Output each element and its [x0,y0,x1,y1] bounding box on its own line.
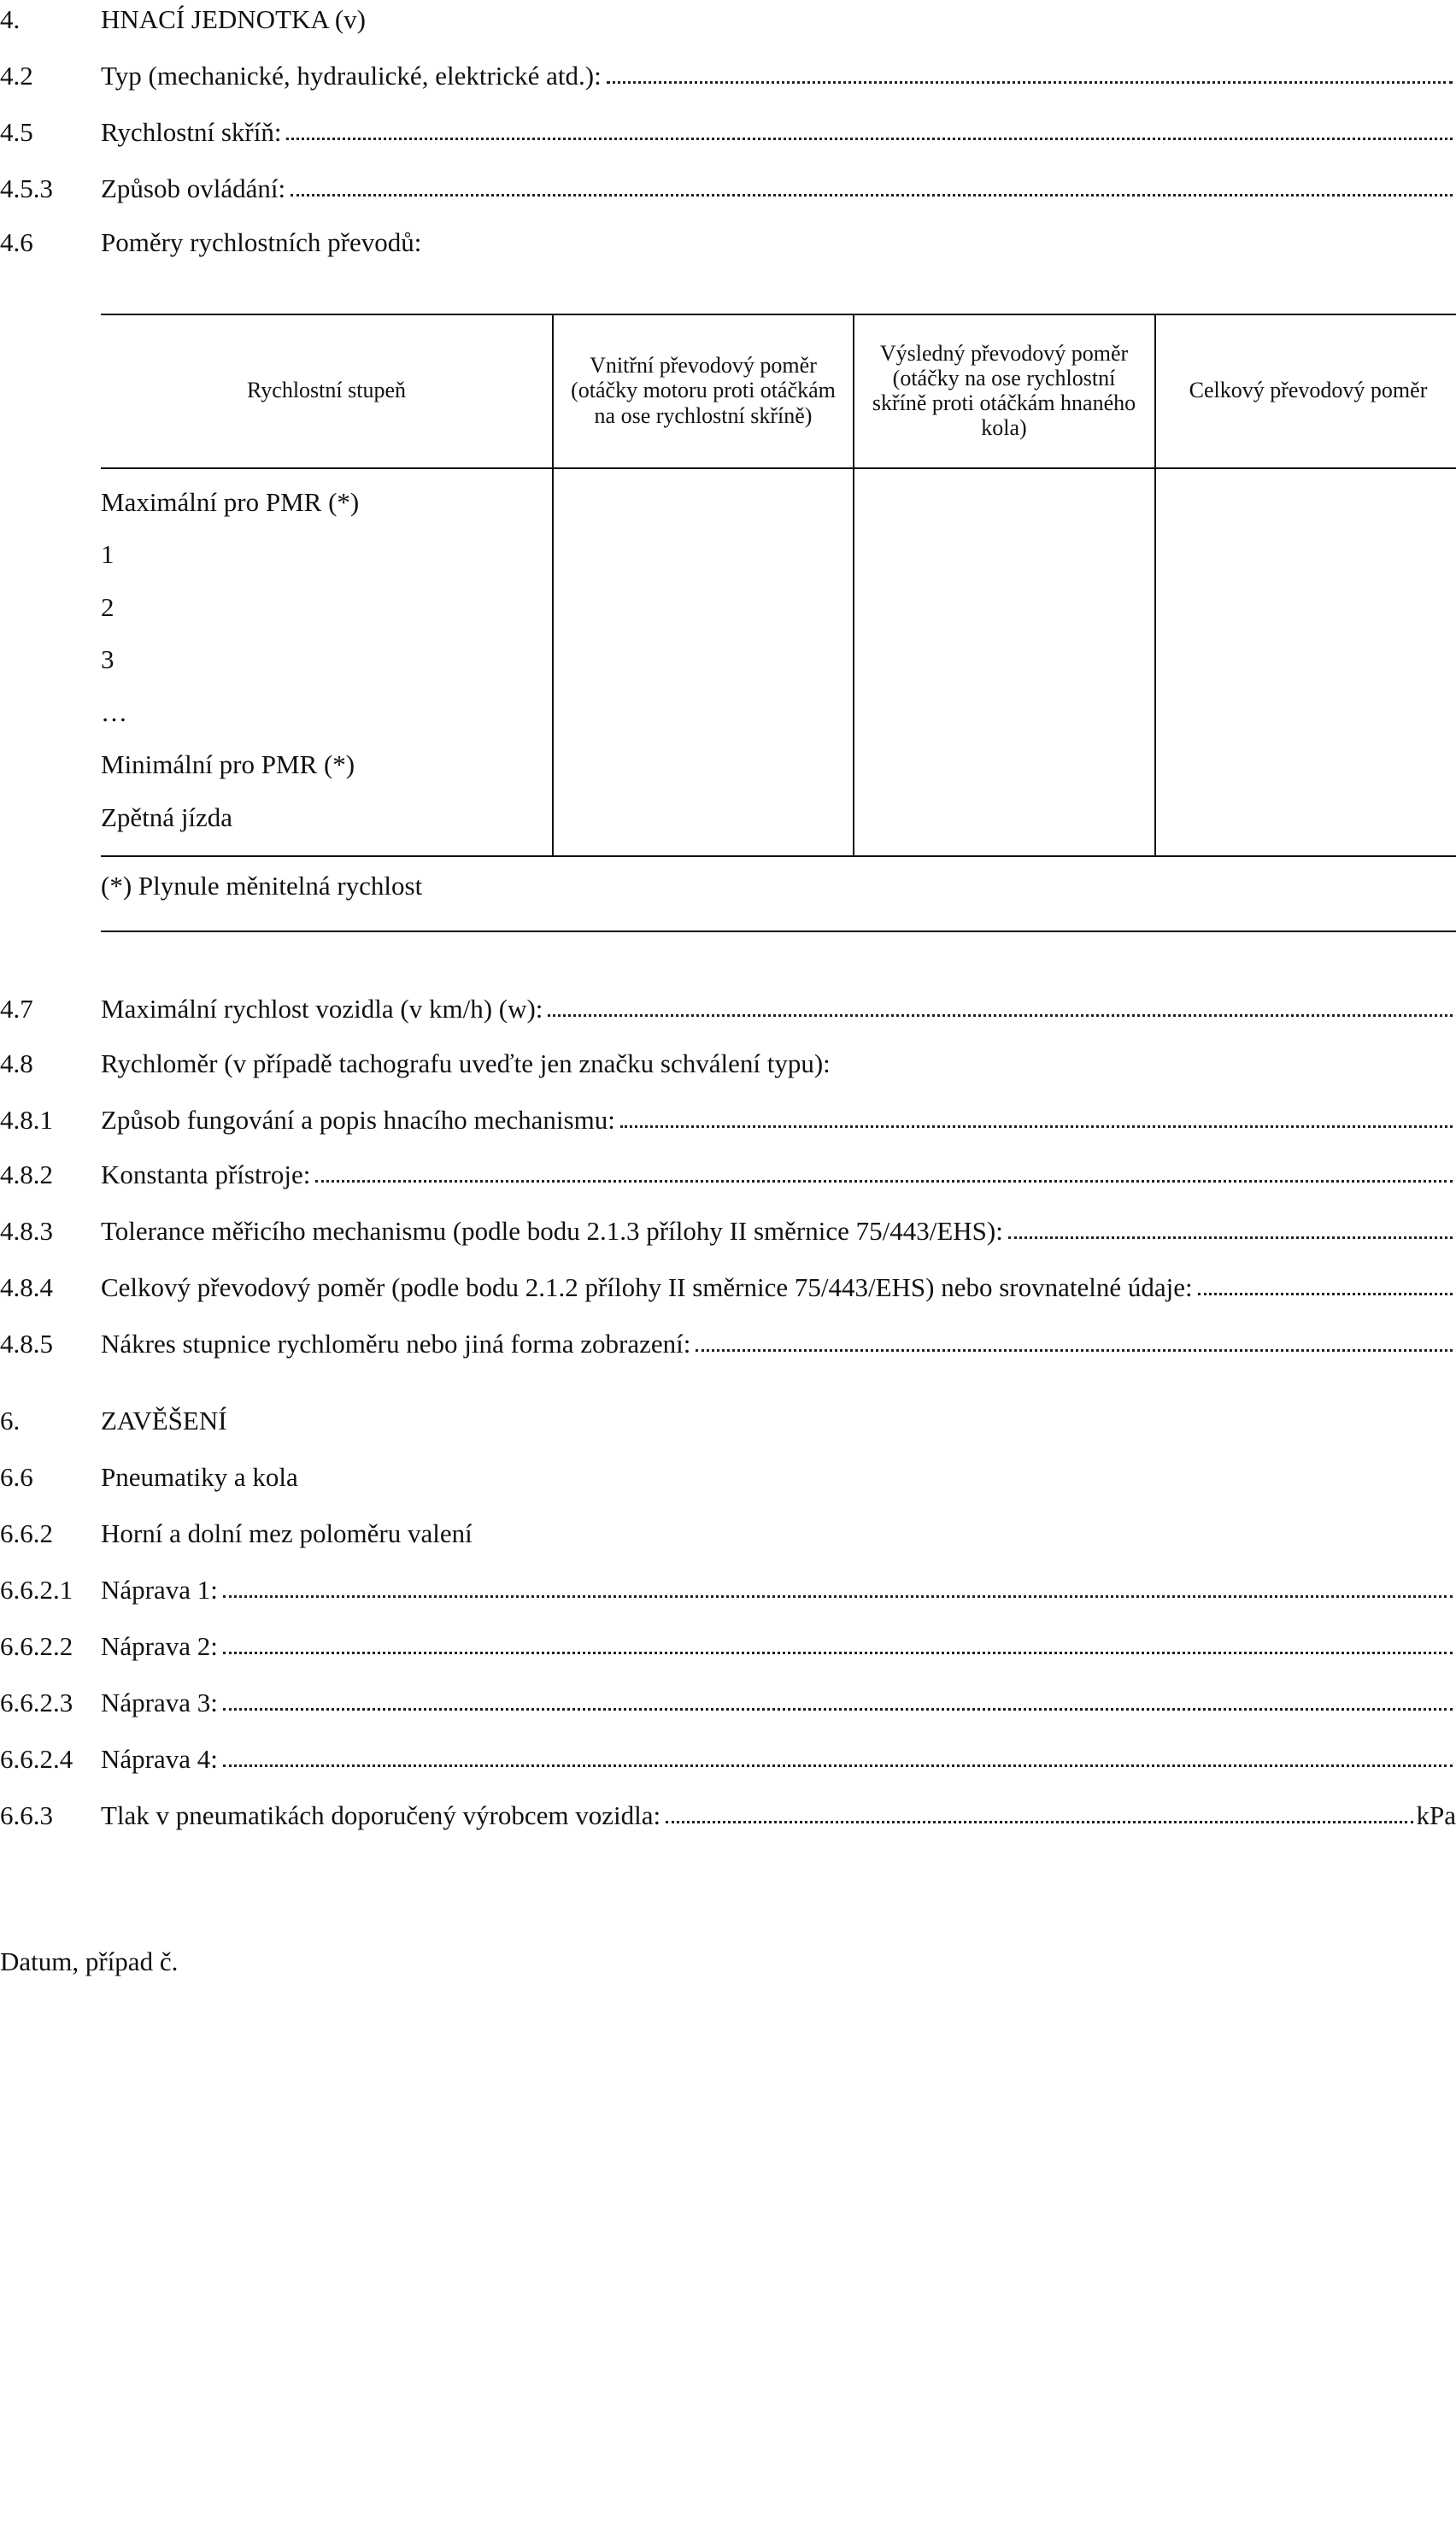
item-number: 4.8.5 [0,1328,53,1359]
field-row-control-method [0,171,1456,205]
gear-stage-row: 3 [101,644,114,674]
column-header-gear: Rychlostní stupeň [246,378,406,403]
item-number: 6.6 [0,1461,33,1492]
item-number: 6.6.2.2 [0,1630,73,1661]
section-heading-suspension [0,1403,1456,1437]
item-number: 6.6.2 [0,1518,53,1548]
column-header-internal-ratio: Vnitřní převodový poměr (otáčky motoru proti otáčkám na ose rychlostní skříně) [571,353,836,428]
fill-in-line[interactable] [315,1180,1453,1183]
gear-stage-row: Minimální pro PMR (*) [101,749,355,779]
item-number: 4. [0,3,21,34]
gear-stage-row: … [101,697,127,727]
item-label: Poměry rychlostních převodů: [101,226,422,257]
item-number: 6.6.2.4 [0,1743,73,1774]
field-row-scale-drawing [0,1326,1456,1360]
item-label: Nákres stupnice rychloměru nebo jiná forma zobrazení: [101,1328,691,1359]
fill-in-line[interactable] [223,1652,1453,1654]
item-number: 4.7 [0,993,33,1024]
field-row-type [0,58,1456,92]
table-header-rule [101,467,1456,469]
item-label: Pneumatiky a kola [101,1461,298,1492]
gear-stage-row: Maximální pro PMR (*) [101,487,360,517]
gear-ratio-table [101,314,1456,932]
field-row-rolling-radius [0,1516,1456,1550]
item-label: Rychloměr (v případě tachografu uveďte jen značku schválení typu): [101,1048,831,1078]
item-number: 4.8.4 [0,1271,53,1302]
item-label: Náprava 1: [101,1574,218,1605]
item-number: 4.8.2 [0,1159,53,1189]
item-label: Horní a dolní mez poloměru valení [101,1518,473,1548]
fill-in-line[interactable] [223,1708,1453,1711]
gear-stage-row: 2 [101,592,114,622]
field-row-instrument-constant [0,1157,1456,1191]
table-footnote: (*) Plynule měnitelná rychlost [101,871,423,901]
field-row-tyres-wheels [0,1459,1456,1494]
item-label: Tlak v pneumatikách doporučený výrobcem vozidla: [101,1799,661,1830]
item-number: 4.8 [0,1048,33,1078]
fill-in-line[interactable] [620,1125,1453,1128]
item-number: 6.6.2.1 [0,1574,73,1605]
item-number: 4.6 [0,226,33,257]
fill-in-line[interactable] [286,138,1453,140]
field-row-axle-4 [0,1741,1456,1776]
column-header-final-ratio: Výsledný převodový poměr (otáčky na ose rychlostní skříně proti otáčkám hnaného kola) [872,340,1136,441]
table-body-rule [101,855,1456,857]
item-label: Náprava 2: [101,1630,218,1661]
item-number: 4.8.3 [0,1215,53,1246]
item-number: 4.2 [0,60,33,91]
fill-in-line[interactable] [696,1349,1453,1352]
unit-label: kPa [1416,1799,1456,1830]
field-row-tolerance [0,1213,1456,1248]
item-label: Náprava 3: [101,1687,218,1717]
field-row-tyre-pressure [0,1798,1456,1832]
gear-stage-row: 1 [101,539,114,569]
item-label: Náprava 4: [101,1743,218,1774]
column-header-total-ratio: Celkový převodový poměr [1189,378,1428,403]
fill-in-line[interactable] [1008,1236,1453,1239]
column-divider [853,314,854,855]
field-row-speedometer [0,1046,1456,1080]
item-label: Celkový převodový poměr (podle bodu 2.1.2 přílohy II směrnice 75/443/EHS) nebo srovnatelné údaje: [101,1271,1193,1302]
column-divider [552,314,554,855]
item-label: Způsob ovládání: [101,173,286,203]
item-label: Tolerance měřicího mechanismu (podle bodu 2.1.3 přílohy II směrnice 75/443/EHS): [101,1215,1003,1246]
item-label: HNACÍ JEDNOTKA (v) [101,3,366,34]
item-number: 6. [0,1405,21,1435]
gear-ratios-heading [0,225,1456,259]
item-number: 6.6.3 [0,1799,53,1830]
field-row-axle-1 [0,1572,1456,1606]
gear-stage-row: Zpětná jízda [101,802,233,832]
item-label: Rychlostní skříň: [101,116,282,147]
item-number: 4.5 [0,116,33,147]
field-row-axle-3 [0,1685,1456,1719]
field-row-axle-2 [0,1629,1456,1663]
item-label: Způsob fungování a popis hnacího mechanismu: [101,1104,615,1135]
section-heading-drive-unit [0,2,1456,36]
item-label: Typ (mechanické, hydraulické, elektrické atd.): [101,60,602,91]
item-label: Maximální rychlost vozidla (v km/h) (w): [101,993,543,1024]
date-case-footer: Datum, případ č. [0,1946,179,1976]
field-row-gearbox [0,114,1456,149]
item-number: 6.6.2.3 [0,1687,73,1717]
item-number: 4.8.1 [0,1104,53,1135]
fill-in-line[interactable] [548,1014,1453,1017]
fill-in-line[interactable] [1198,1293,1453,1295]
fill-in-line[interactable] [666,1821,1412,1823]
fill-in-line[interactable] [607,81,1453,84]
item-label: Konstanta přístroje: [101,1159,311,1189]
field-row-drive-mechanism [0,1102,1456,1136]
fill-in-line[interactable] [223,1595,1453,1598]
fill-in-line[interactable] [291,194,1453,197]
column-divider [1154,314,1156,855]
item-label: ZAVĚŠENÍ [101,1405,227,1435]
field-row-overall-ratio [0,1270,1456,1304]
fill-in-line[interactable] [223,1764,1453,1767]
field-row-max-speed [0,991,1456,1025]
item-number: 4.5.3 [0,173,53,203]
table-bottom-rule [101,931,1456,932]
